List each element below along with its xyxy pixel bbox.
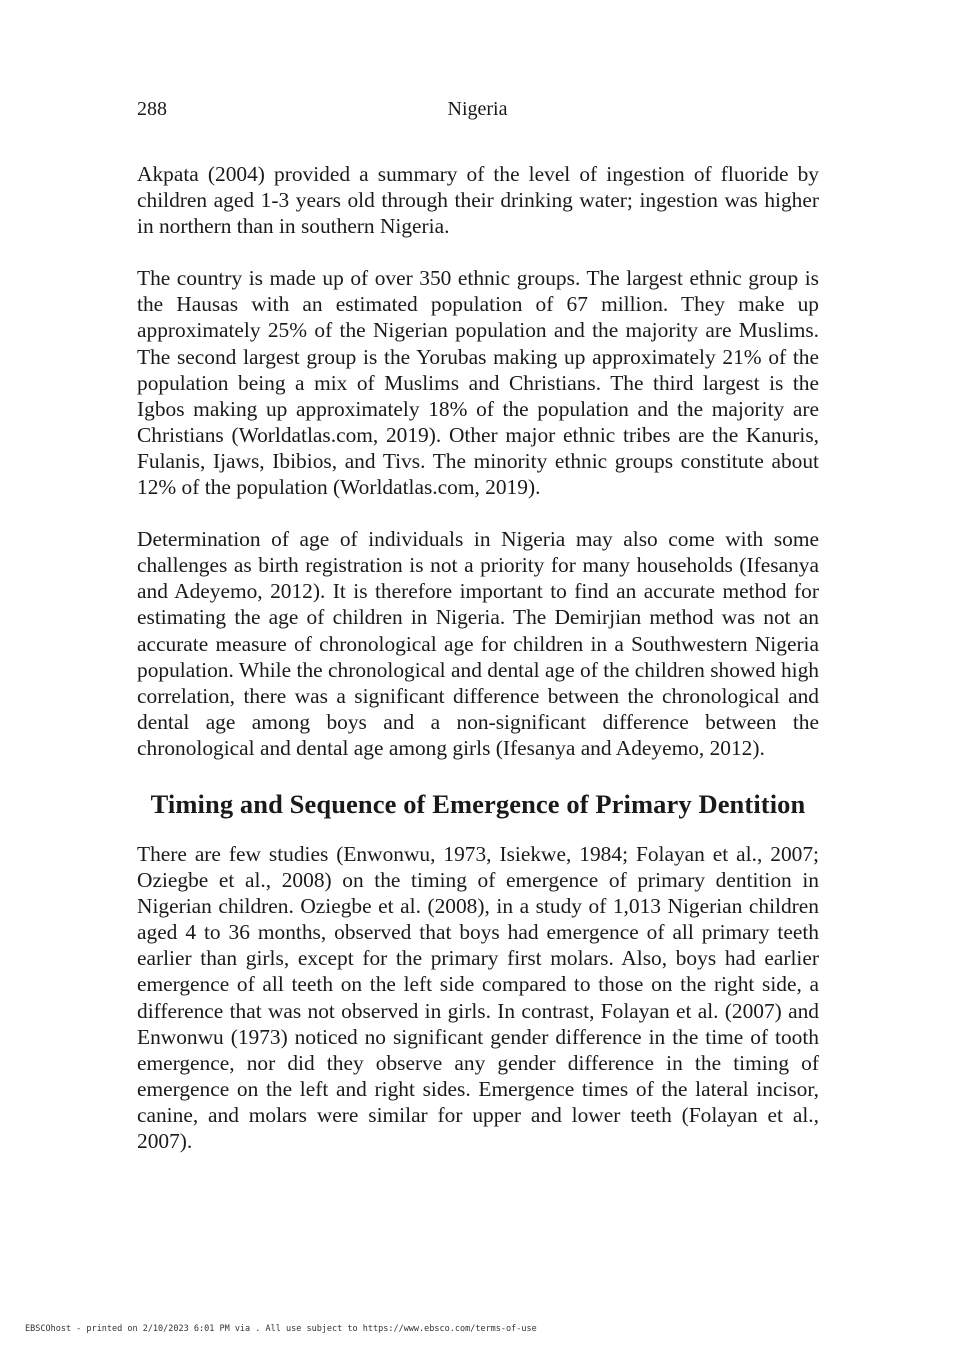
main-text <box>137 161 819 1180</box>
paragraph-ethnic-groups: The country is made up of over 350 ethnic groups. The largest ethnic group is the Hausas with an estimated population of 67 million. They make up approximately 25% of the Nigerian population and the majority are Muslims. The second largest group is the Yorubas making up approximately 21% of the population being a mix of Muslims and Christians. The third largest is the Igbos making up approximately 18% of the population and the majority are Christians (Worldatlas.com, 2019). Other major ethnic tribes are the Kanuris, Fulanis, Ijaws, Ibibios, and Tivs. The minority ethnic groups constitute about 12% of the population (Worldatlas.com, 2019). <box>137 266 819 500</box>
running-title: Nigeria <box>447 98 508 120</box>
section-heading: Timing and Sequence of Emergence of Primary Dentition <box>150 788 806 819</box>
paragraph-age-determination: Determination of age of individuals in Nigeria may also come with some challenges as birth registration is not a priority for many households (Ifesanya and Adeyemo, 2012). It is therefore important to find an accurate method for estimating the age of children in Nigeria. The Demirjian method was not an accurate measure of chronological age for children in a Southwestern Nigeria population. While the chronological and dental age of the children showed high correlation, there was a significant difference between the chronological and dental age among boys and a non-significant difference between the chronological and dental age among girls (Ifesanya and Adeyemo, 2012). <box>137 527 819 760</box>
page-number: 288 <box>137 98 167 120</box>
paragraph-fluoride-ingestion: Akpata (2004) provided a summary of the level of ingestion of fluoride by children aged 1-3 years old through their drinking water; ingestion was higher in northern than in southern Nigeria. <box>137 162 819 239</box>
print-footer: EBSCOhost - printed on 2/10/2023 6:01 PM via . All use subject to https://www.ebsco.com/terms-of-use <box>25 1324 537 1334</box>
paragraph-primary-dentition: There are few studies (Enwonwu, 1973, Isiekwe, 1984; Folayan et al., 2007; Oziegbe et al., 2008) on the timing of emergence of primary dentition in Nigerian children. Oziegbe et al. (2008), in a study of 1,013 Nigerian children aged 4 to 36 months, observed that boys had emergence of all primary teeth earlier than girls, except for the primary first molars. Also, boys had earlier emergence of all teeth on the left side compared to those on the right side, a difference that was not observed in girls. In contrast, Folayan et al. (2007) and Enwonwu (1973) noticed no significant gender difference in the time of tooth emergence, nor did they observe any gender difference in the timing of emergence on the left and right sides. Emergence times of the lateral incisor, canine, and molars were similar for upper and lower teeth (Folayan et al., 2007). <box>137 841 819 1153</box>
